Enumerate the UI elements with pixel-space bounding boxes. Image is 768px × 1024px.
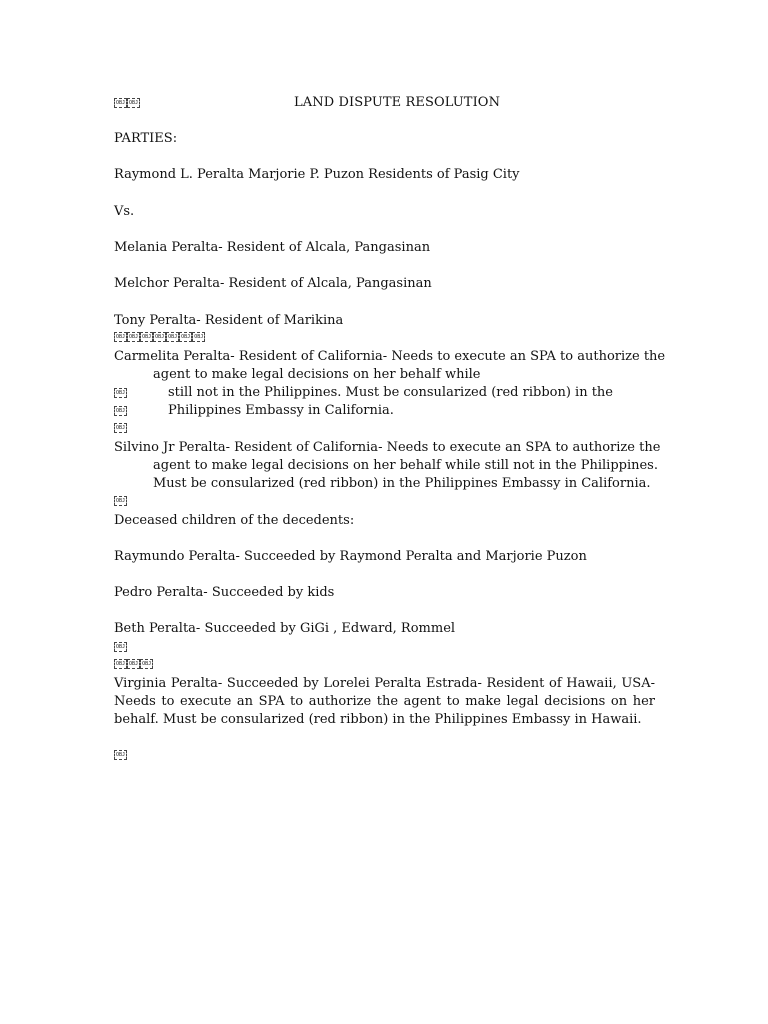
plaintiffs-line: Raymond L. Peralta Marjorie P. Puzon Residents of Pasig City — [114, 167, 520, 182]
object-placeholder: OBJ — [129, 661, 139, 667]
object-placeholder: OBJ — [116, 425, 126, 431]
document-title: LAND DISPUTE RESOLUTION — [294, 95, 501, 110]
virginia-line-2: Needs to execute an SPA to authorize the agent to make legal decisions on her — [114, 694, 655, 709]
versus-label: Vs. — [114, 204, 135, 219]
respondent-tony: Tony Peralta- Resident of Marikina — [114, 313, 344, 328]
carmelita-line-1: Carmelita Peralta- Resident of California- Needs to execute an SPA to authorize the — [114, 349, 666, 364]
carmelita-line-4: Philippines Embassy in California. — [168, 403, 394, 418]
respondent-melchor: Melchor Peralta- Resident of Alcala, Pangasinan — [114, 276, 432, 291]
silvino-line-1: Silvino Jr Peralta- Resident of California- Needs to execute an SPA to authorize the — [114, 440, 661, 455]
object-placeholder: OBJ — [155, 334, 165, 340]
object-placeholder: OBJ — [168, 334, 178, 340]
silvino-line-3: Must be consularized (red ribbon) in the Philippines Embassy in California. — [153, 476, 651, 491]
object-placeholder-row — [114, 332, 205, 344]
object-placeholder: OBJ — [129, 99, 139, 106]
object-placeholder-row — [114, 642, 127, 654]
object-placeholder: OBJ — [116, 752, 126, 758]
object-placeholder: OBJ — [194, 334, 204, 340]
object-placeholder: OBJ — [116, 498, 126, 504]
object-placeholder-row — [114, 659, 153, 671]
carmelita-line-2: agent to make legal decisions on her behalf while — [153, 367, 481, 382]
object-placeholder-row — [114, 750, 127, 762]
object-placeholder-row — [114, 496, 127, 508]
deceased-beth: Beth Peralta- Succeeded by GiGi , Edward, Rommel — [114, 621, 456, 636]
object-placeholder: OBJ — [181, 334, 191, 340]
parties-heading: PARTIES: — [114, 131, 178, 146]
deceased-raymundo: Raymundo Peralta- Succeeded by Raymond Peralta and Marjorie Puzon — [114, 549, 587, 564]
deceased-heading: Deceased children of the decedents: — [114, 513, 355, 528]
object-placeholder: OBJ — [116, 661, 126, 667]
object-placeholder: OBJ — [116, 390, 126, 396]
silvino-line-2: agent to make legal decisions on her behalf while still not in the Philippines. — [153, 458, 658, 473]
deceased-pedro: Pedro Peralta- Succeeded by kids — [114, 585, 335, 600]
object-placeholder: OBJ — [116, 99, 126, 106]
object-placeholder: OBJ — [142, 334, 152, 340]
object-placeholder: OBJ — [116, 334, 126, 340]
virginia-line-1: Virginia Peralta- Succeeded by Lorelei Peralta Estrada- Resident of Hawaii, USA- — [114, 676, 655, 691]
object-placeholder: OBJ — [142, 661, 152, 667]
title-row — [114, 94, 655, 112]
object-placeholder: OBJ — [129, 334, 139, 340]
respondent-melania: Melania Peralta- Resident of Alcala, Pangasinan — [114, 240, 431, 255]
virginia-line-3: behalf. Must be consularized (red ribbon) in the Philippines Embassy in Hawaii. — [114, 712, 642, 727]
object-placeholder: OBJ — [116, 644, 126, 650]
object-placeholder-row — [114, 423, 127, 435]
object-placeholder: OBJ — [116, 408, 126, 414]
carmelita-line-3: still not in the Philippines. Must be consularized (red ribbon) in the — [168, 385, 614, 400]
